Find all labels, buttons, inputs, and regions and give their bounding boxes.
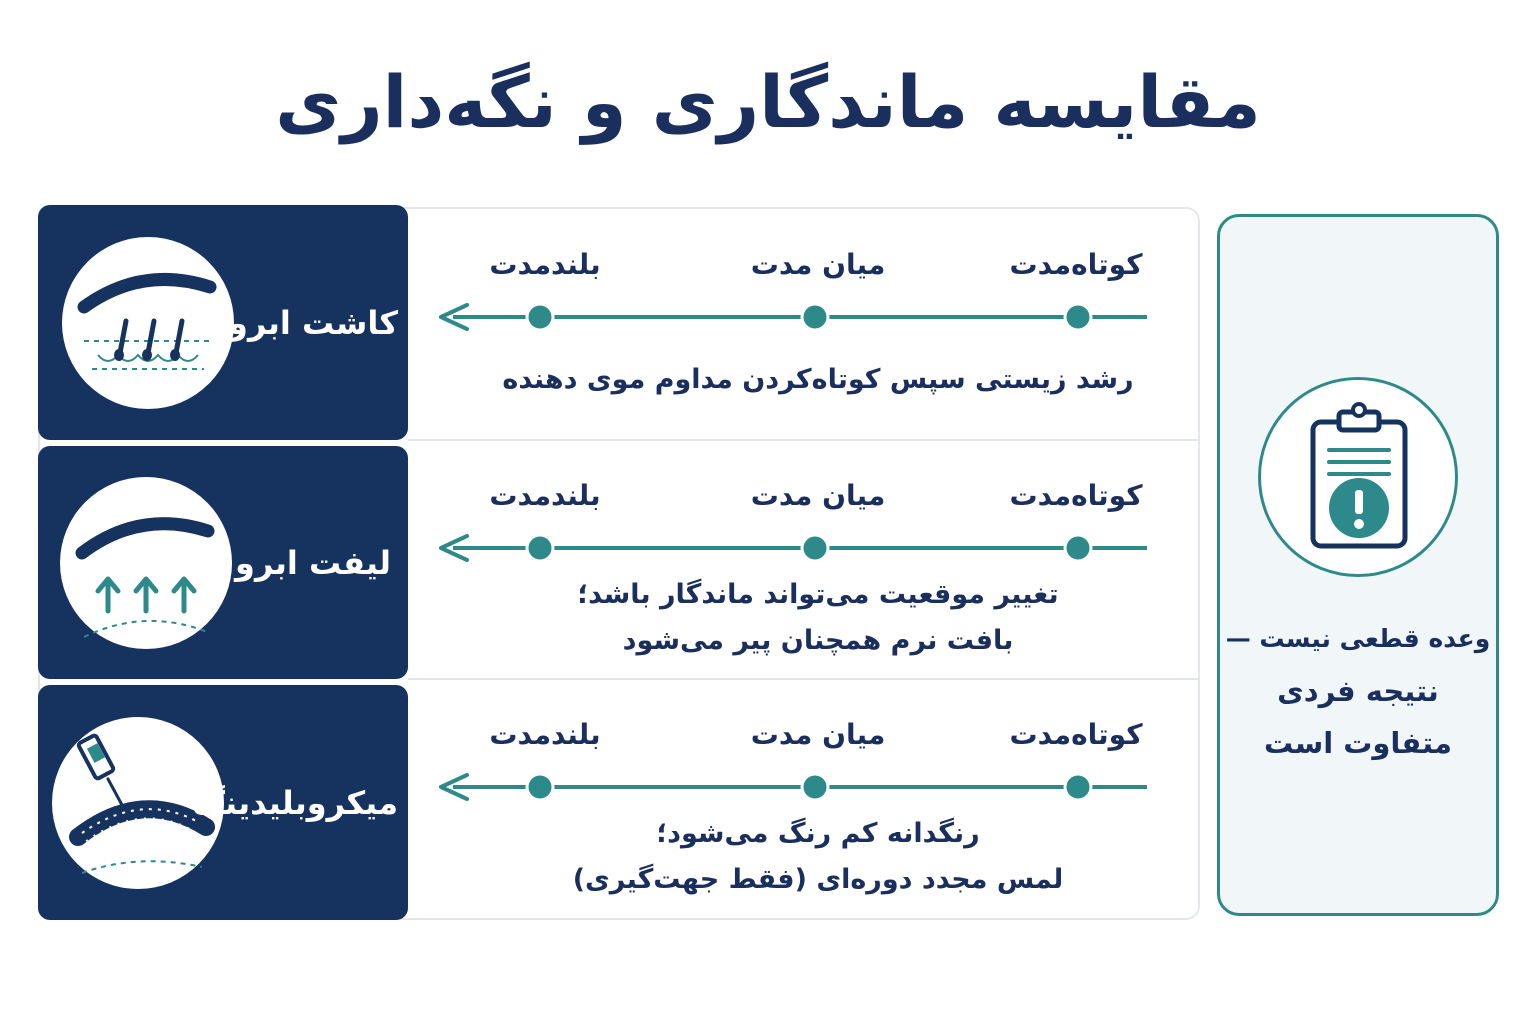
- stage-label-long: بلندمدت: [489, 479, 601, 512]
- disclaimer-panel: [1217, 214, 1499, 916]
- technique-card: [38, 446, 408, 679]
- technique-card: [38, 685, 408, 920]
- row-divider: [408, 439, 1200, 441]
- timeline-arrow: [433, 297, 1193, 337]
- technique-name: کاشت ابرو: [228, 303, 398, 342]
- technique-row: [38, 205, 1200, 440]
- stage-label-short: کوتاه‌مدت: [1009, 248, 1143, 281]
- stage-label-medium: میان مدت: [750, 248, 886, 281]
- technique-card: [38, 205, 408, 440]
- row-note: [438, 811, 1198, 903]
- disclaimer-text: [1220, 619, 1496, 769]
- page-title: مقایسه ماندگاری و نگه‌داری: [275, 60, 1261, 144]
- stage-label-long: بلندمدت: [489, 718, 601, 751]
- stage-label-short: کوتاه‌مدت: [1009, 479, 1143, 512]
- row-note: [438, 572, 1198, 664]
- technique-row: [38, 685, 1200, 920]
- row-divider: [408, 678, 1200, 680]
- stage-label-medium: میان مدت: [750, 479, 886, 512]
- technique-row: [38, 446, 1200, 679]
- technique-name: میکروبلیدینگ: [192, 783, 398, 822]
- clipboard-warning-icon: [1258, 377, 1458, 577]
- note-line: تغییر موقعیت می‌تواند ماندگار باشد؛: [577, 579, 1059, 610]
- stage-label-medium: میان مدت: [750, 718, 886, 751]
- eyebrow-lift-icon: [60, 477, 232, 649]
- eyebrow-implant-icon: [62, 237, 234, 409]
- technique-name: لیفت ابرو: [235, 543, 391, 582]
- timeline-arrow: [433, 767, 1193, 807]
- note-line: رنگدانه کم رنگ می‌شود؛: [656, 818, 980, 849]
- disclaimer-line: متفاوت است: [1264, 726, 1452, 760]
- row-note: [438, 357, 1198, 403]
- stage-label-long: بلندمدت: [489, 248, 601, 281]
- note-line: بافت نرم همچنان پیر می‌شود: [622, 625, 1014, 656]
- disclaimer-line: نتیجه فردی: [1277, 674, 1439, 708]
- note-line: لمس مجدد دوره‌ای (فقط جهت‌گیری): [572, 864, 1064, 895]
- disclaimer-line: وعده قطعی نیست —: [1225, 624, 1491, 653]
- timeline-arrow: [433, 528, 1193, 568]
- stage-label-short: کوتاه‌مدت: [1009, 718, 1143, 751]
- note-line: رشد زیستی سپس کوتاه‌کردن مداوم موی دهنده: [502, 364, 1134, 395]
